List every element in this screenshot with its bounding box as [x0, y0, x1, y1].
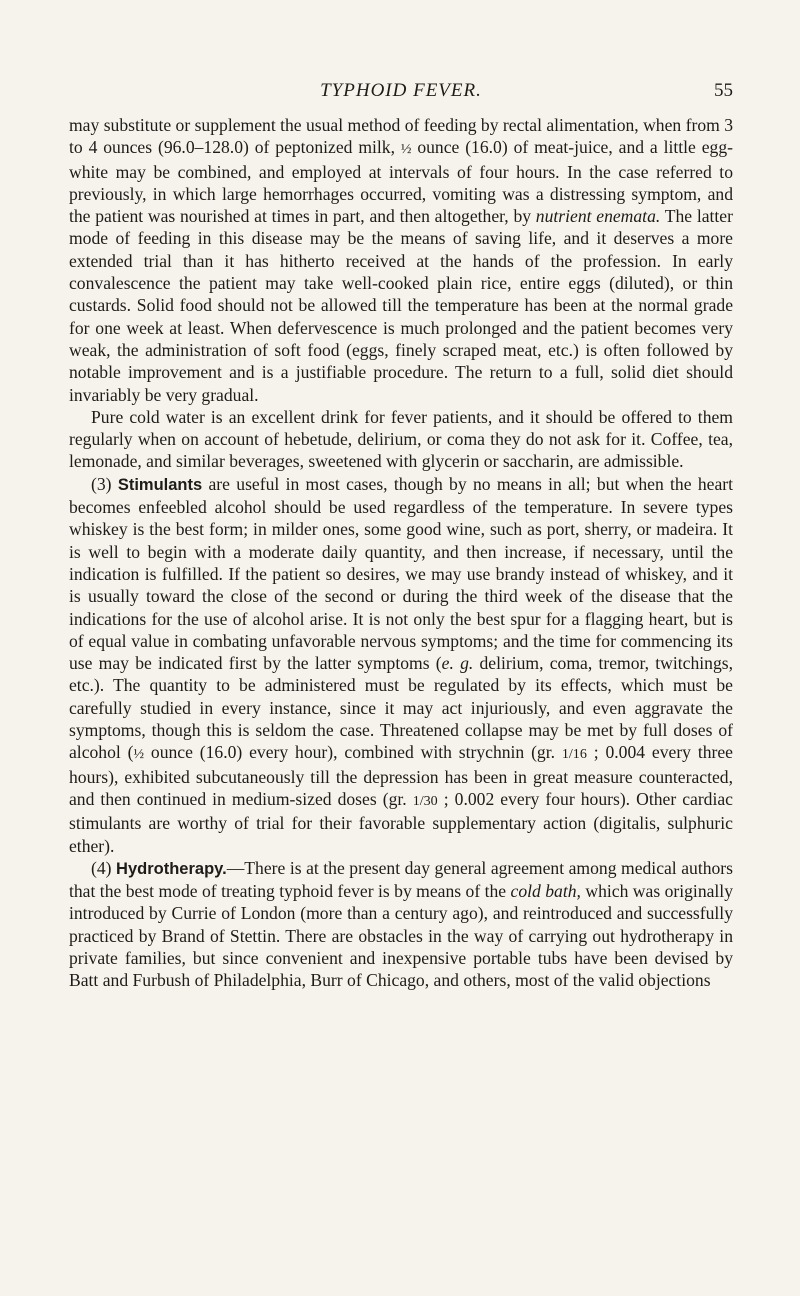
fraction: 1/16	[561, 746, 587, 763]
text-run: ; 0.004 every three hours), exhibited subcutaneously till the depression has been in great measure counteracted, and then continued in medium-sized doses (gr.	[69, 742, 733, 809]
paragraph-rectal-feeding	[69, 114, 733, 406]
paragraph-hydrotherapy	[69, 857, 733, 992]
text-run: —There is at the present day general agreement among medical authors that the best mode of treating typhoid fever is by means of the	[69, 857, 734, 902]
text-run: ; 0.002 every four hours). Other cardiac stimulants are worthy of trial for their favorable supplementary action (digitalis, sulphuric ether).	[69, 788, 733, 856]
section-heading-stimulants: Stimulants	[117, 475, 203, 494]
paragraph-drinks: Pure cold water is an excellent drink for fever patients, and it should be offered to them regularly when on account of hebetude, delirium, or coma they do not ask for it. Coffee, tea, lemonade, and similar beverages, sweetened with glycerin or saccharin, are admissible.	[69, 406, 733, 472]
page-number: 55	[714, 80, 733, 101]
section-heading-hydrotherapy: Hydrotherapy.	[116, 859, 227, 878]
running-title: TYPHOID FEVER.	[320, 80, 482, 101]
text-run: delirium, coma, tremor, twitchings, etc.). The quantity to be administered must be regulated by its effects, which must be carefully studied in every instance, since it may act injuriously, and even aggravate the symptoms, though this is seldom the case. Threatened collapse may be met by full doses of alcohol (	[69, 653, 733, 763]
section-number: (3)	[91, 473, 118, 494]
italic-term: nutrient enemata.	[535, 206, 661, 227]
running-head	[69, 80, 733, 108]
text-run: are useful in most cases, though by no means in all; but when the heart becomes enfeebled alcohol should be used regardless of the temperature. In severe types whiskey is the best form; in milder ones, some good wine, such as port, sherry, or madeira. It is well to begin with a moderate daily quantity, and then increase, if necessary, until the indication is fulfilled. If the patient so desires, we may use brandy instead of whiskey, and it is usually toward the close of the second or during the third week of the disease that the indications for the use of alcohol arise. It is not only the best spur for a flagging heart, but is of equal value in combating unfavorable nervous symptoms; and the time for commencing its use may be indicated first by the latter symptoms (	[69, 473, 734, 674]
fraction: ½	[400, 141, 412, 158]
text-run: The latter mode of feeding in this disease may be the means of saving life, and it deserves a more extended trial than it has hitherto received at the hands of the profession. In early convalescence the patient may take well-cooked plain rice, entire eggs (diluted), or thin custards. Solid food should not be allowed till the temperature has been at the normal grade for one week at least. When defervescence is much prolonged and the patient becomes very weak, the administration of soft food (eggs, finely scraped meat, etc.) is often followed by notable improvement and is a justifiable procedure. The return to a full, solid diet should invariably be very gradual.	[69, 206, 733, 405]
text-run: which was originally introduced by Currie of London (more than a century ago), and reintroduced and successfully practiced by Brand of Stettin. There are obstacles in the way of carrying out hydrotherapy in private families, but since convenient and inexpensive portable tubs have been devised by Batt and Furbush of Philadelphia, Burr of Chicago, and others, most of the valid objections	[69, 881, 733, 991]
section-number: (4)	[91, 857, 117, 878]
text-run: ounce (16.0) of meat-juice, and a little egg-white may be combined, and employed at intervals of four hours. In the case referred to previously, in which large hemorrhages occurred, vomiting was a distressing symptom, and the patient was nourished at times in part, and then altogether, by	[69, 137, 733, 227]
fraction: 1/30	[412, 792, 438, 809]
fraction: ½	[133, 746, 145, 763]
text-run: may substitute or supplement the usual method of feeding by rectal alimentation, when from 3 to 4 ounces (96.0–128.0) of peptonized milk,	[69, 115, 734, 158]
text-run: ounce (16.0) every hour), combined with strychnin (gr.	[144, 742, 562, 763]
body-text	[69, 114, 733, 992]
paragraph-stimulants	[69, 473, 733, 857]
italic-abbrev: e. g.	[441, 653, 474, 674]
italic-term: cold bath,	[510, 881, 581, 902]
